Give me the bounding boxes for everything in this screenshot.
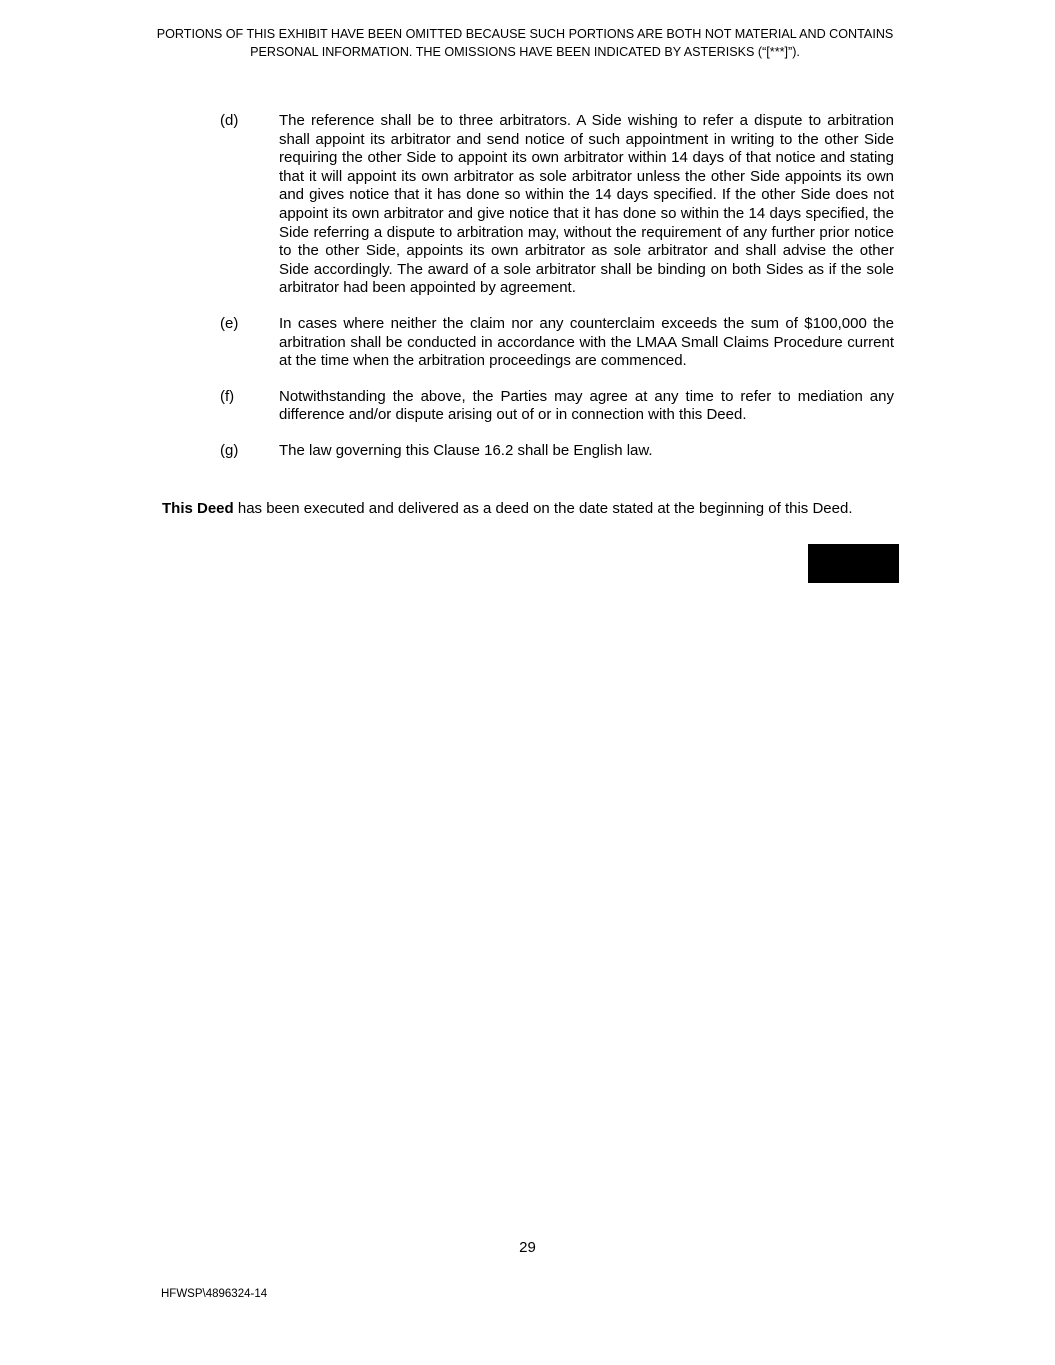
- clause-f: [162, 388, 894, 425]
- execution-statement: [162, 500, 894, 519]
- execution-statement-text: has been executed and delivered as a deed on the date stated at the beginning of this Deed.: [233, 500, 853, 517]
- execution-statement-lead: This Deed: [162, 500, 234, 517]
- redaction-notice: PORTIONS OF THIS EXHIBIT HAVE BEEN OMITTED BECAUSE SUCH PORTIONS ARE BOTH NOT MATERIAL AND CONTAINS PERSONAL INFORMATION. THE OMISSIONS HAVE BEEN INDICATED BY ASTERISKS (“[***]”).: [156, 27, 894, 59]
- clause-e: [162, 315, 894, 371]
- clause-label: (g): [220, 441, 239, 459]
- page-number: 29: [519, 1239, 536, 1256]
- clause-text: In cases where neither the claim nor any counterclaim exceeds the sum of $100,000 the arbitration shall be conducted in accordance with the LMAA Small Claims Procedure current at the time when the arbitration proceedings are commenced.: [279, 314, 894, 370]
- clause-text: The reference shall be to three arbitrators. A Side wishing to refer a dispute to arbitration shall appoint its arbitrator and send notice of such appointment in writing to the other Side requiring the other Side to appoint its own arbitrator within 14 days of that notice and stating that it will appoint its own arbitrator as sole arbitrator unless the other Side appoints its own and gives notice that it has done so within the 14 days specified. If the other Side does not appoint its own arbitrator and give notice that it has done so within the 14 days specified, the Side referring a dispute to arbitration may, without the requirement of any further prior notice to the other Side, appoints its own arbitrator as sole arbitrator and shall advise the other Side accordingly. The award of a sole arbitrator shall be binding on both Sides as if the sole arbitrator had been appointed by agreement.: [279, 112, 894, 297]
- clause-text: Notwithstanding the above, the Parties may agree at any time to refer to mediation any difference and/or dispute arising out of or in connection with this Deed.: [279, 387, 894, 424]
- clause-list: [162, 112, 894, 478]
- clause-label: (e): [220, 314, 239, 332]
- clause-label: (f): [220, 387, 235, 405]
- clause-g: [162, 442, 894, 461]
- clause-d: [162, 112, 894, 298]
- clause-label: (d): [220, 112, 239, 129]
- document-reference: HFWSP\4896324-14: [161, 1288, 268, 1300]
- redaction-block: [808, 544, 899, 583]
- clause-text: The law governing this Clause 16.2 shall be English law.: [279, 441, 653, 459]
